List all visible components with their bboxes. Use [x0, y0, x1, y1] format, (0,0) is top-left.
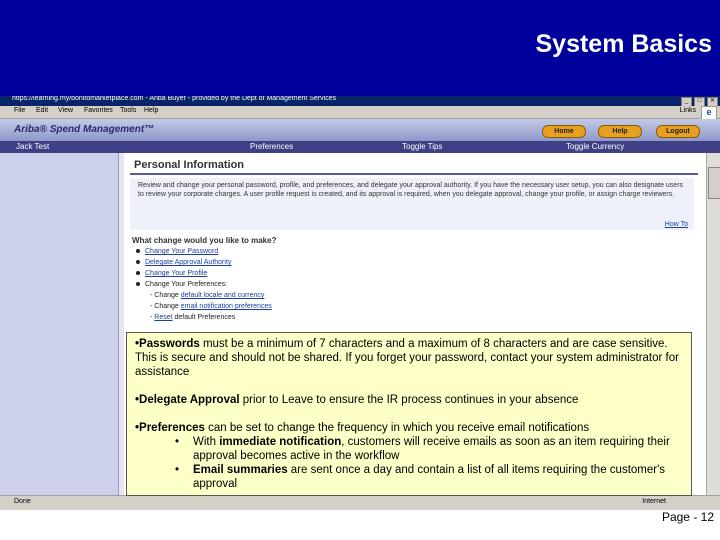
email-summaries-bullet: [135, 463, 683, 491]
vertical-scrollbar[interactable]: [706, 153, 720, 495]
links-toolbar[interactable]: Links: [679, 107, 696, 114]
page-number: Page - 12: [661, 510, 714, 524]
locale-link[interactable]: default locale and currency: [180, 292, 265, 299]
menu-bar: [0, 106, 720, 119]
note-heading: Email summaries: [193, 464, 288, 476]
immediate-notification-bullet: [135, 435, 683, 463]
close-button[interactable]: ✕: [707, 97, 718, 107]
ie-logo-icon: e: [701, 106, 717, 120]
option-link[interactable]: Change Your Password: [145, 248, 219, 255]
maximize-button[interactable]: □: [694, 97, 705, 107]
note-text: are sent once a day and contain a list of all items requiring the customer's approval: [193, 464, 666, 490]
notes-callout: [126, 332, 692, 496]
option-change-profile[interactable]: [136, 270, 207, 277]
page-title: Personal Information: [134, 159, 245, 171]
option-change-password[interactable]: [136, 248, 218, 255]
slide-title: System Basics: [535, 30, 712, 58]
security-zone: Internet: [642, 498, 666, 505]
menu-file[interactable]: File: [14, 107, 26, 114]
bullet-icon: [136, 260, 140, 264]
window-title-bar: [0, 96, 720, 106]
intro-box: [130, 178, 694, 230]
left-pane: [0, 153, 118, 495]
note-text: prior to Leave to ensure the IR process continues in your absence: [239, 394, 579, 406]
intro-text: Review and change your personal password, profile, and preferences, and delegate your approval authority. If you have the necessary user setup, you can also designate users to review your corporate charges. A user profile request is created, and its approval is required, when you delegate approval, change your profile, or assign charge reviewers.: [138, 182, 684, 198]
scrollbar-thumb[interactable]: [708, 167, 720, 199]
status-text: Done: [14, 498, 31, 505]
ariba-logo: Ariba® Spend Management™: [14, 124, 155, 135]
change-question: What change would you like to make?: [132, 236, 277, 245]
note-text: can be set to change the frequency in which you receive email notifications: [204, 422, 590, 434]
sub-prefix: -: [150, 314, 155, 321]
note-text: With: [193, 436, 220, 448]
logout-button[interactable]: Logout: [656, 125, 700, 138]
note-heading: •Passwords: [135, 338, 200, 350]
nav-bar: [0, 141, 720, 153]
note-text: , customers will receive emails as soon as an item requiring their approval becomes active in the workflow: [193, 436, 670, 462]
nav-preferences[interactable]: Preferences: [250, 142, 294, 151]
menu-tools[interactable]: Tools: [120, 107, 137, 114]
option-label: Change Your Preferences:: [145, 281, 228, 288]
how-to-link[interactable]: How To: [664, 221, 688, 228]
nav-toggle-tips[interactable]: Toggle Tips: [402, 142, 443, 151]
option-link[interactable]: Delegate Approval Authority: [145, 259, 232, 266]
menu-edit[interactable]: Edit: [36, 107, 49, 114]
nav-user-name: Jack Test: [16, 142, 50, 151]
preferences-note: [135, 421, 683, 435]
email-prefs-link[interactable]: email notification preferences: [180, 303, 272, 310]
option-delegate-approval[interactable]: [136, 259, 231, 266]
window-title: https://learning.my/bonitomarketplace.com - Ariba Buyer - provided by the Dept of Management Services: [12, 96, 337, 102]
bullet-icon: [136, 282, 140, 286]
home-button[interactable]: Home: [542, 125, 586, 138]
sub-prefix: - Change: [150, 303, 181, 310]
bullet-icon: [136, 249, 140, 253]
bullet-mark: •: [175, 464, 180, 476]
sub-option-email: [150, 303, 272, 310]
sub-option-reset: [150, 314, 235, 321]
slide-title-bar: [0, 0, 720, 96]
menu-help[interactable]: Help: [144, 107, 159, 114]
option-change-preferences: [136, 281, 227, 288]
bullet-mark: •: [175, 436, 180, 448]
title-divider: [130, 173, 698, 175]
help-button[interactable]: Help: [598, 125, 642, 138]
status-bar: [0, 495, 720, 510]
sub-suffix: default Preferences: [172, 314, 236, 321]
note-heading: •Delegate Approval: [135, 394, 240, 406]
passwords-note: [135, 337, 683, 379]
reset-link[interactable]: Reset: [154, 314, 173, 321]
note-heading: immediate notification: [219, 436, 342, 448]
menu-view[interactable]: View: [58, 107, 74, 114]
note-text: must be a minimum of 7 characters and a maximum of 8 characters and are case sensitive. This is secure and should not be shared. If you forget your password, contact your system administrator for assistance: [135, 338, 679, 378]
menu-favorites[interactable]: Favorites: [84, 107, 113, 114]
note-heading: •Preferences: [135, 422, 205, 434]
nav-toggle-currency[interactable]: Toggle Currency: [566, 142, 625, 151]
delegate-note: [135, 393, 683, 407]
minimize-button[interactable]: _: [681, 97, 692, 107]
option-link[interactable]: Change Your Profile: [145, 270, 208, 277]
sub-option-locale: [150, 292, 264, 299]
sub-prefix: - Change: [150, 292, 181, 299]
ariba-header: [0, 119, 720, 141]
bullet-icon: [136, 271, 140, 275]
